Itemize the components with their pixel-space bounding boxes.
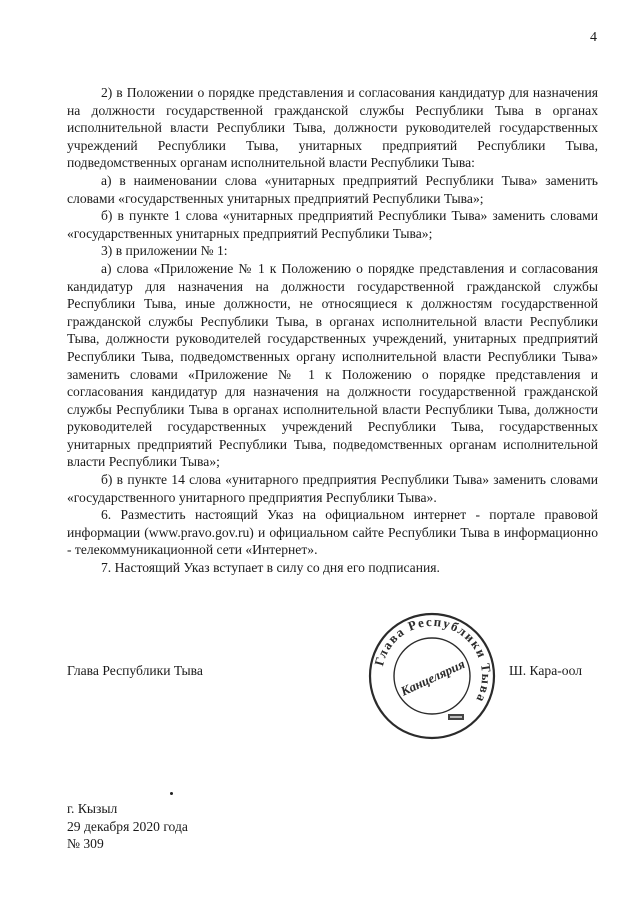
stamp-center-text: Канцелярия [398,655,468,699]
paragraph: 6. Разместить настоящий Указ на официальном интернет - портале правовой информации (www.pravo.gov.ru) и официальном сайте Республики Тыва в информационно - телекоммуникационной сети «Интернет». [67,507,598,558]
paragraph: 2) в Положении о порядке представления и согласования кандидатур для назначения на должности государственной гражданской службы Республики Тыва в органах исполнительной власти Республики Тыва, должности руководителей государственных учреждений Республики Тыва, унитарных предприятий Республики Тыва, подведомственных органам исполнительной власти Республики Тыва: [67,85,598,171]
page-number: 4 [590,30,597,45]
official-stamp [366,610,498,742]
document-body [67,84,598,577]
svg-text:Глава Республики Тыва [371,614,494,706]
city: г. Кызыл [67,801,118,816]
paragraph: а) в наименовании слова «унитарных предприятий Республики Тыва» заменить словами «государственных унитарных предприятий Республики Тыва»; [67,172,598,206]
stamp-corner-mark [448,714,464,720]
paragraph: б) в пункте 1 слова «унитарных предприятий Республики Тыва» заменить словами «государственных унитарных предприятий Республики Тыва»; [67,208,598,241]
stamp-ring-text: Глава Республики Тыва [371,613,495,706]
document-footer [67,800,188,853]
ink-dot [170,792,173,795]
paragraph: б) в пункте 14 слова «унитарного предприятия Республики Тыва» заменить словами «государственного унитарного предприятия Республики Тыва». [67,472,598,505]
paragraph: 7. Настоящий Указ вступает в силу со дня его подписания. [101,560,440,576]
signatory-position: Глава Республики Тыва [67,663,203,678]
document-number: № 309 [67,836,104,852]
signatory-name: Ш. Кара-оол [509,663,582,678]
paragraph: 3) в приложении № 1: [101,243,228,259]
document-date: 29 декабря 2020 года [67,818,188,834]
paragraph: а) слова «Приложение № 1 к Положению о порядке представления и согласования кандидатур для назначения на должности государственной гражданской службы Республики Тыва, иные должности, не относящиеся к должностям государственной гражданской службы Республики Тыва, в органах исполнительной власти Республики Тыва, должности руководителей государственных учреждений, унитарных предприятий Республики Тыва, подведомственных органу исполнительной власти Республики Тыва» заменить словами «Приложение № 1 к Положению о порядке представления и согласования кандидатур для назначения на должности государственной гражданской службы Республики Тыва в органах исполнительной власти Республики Тыва, должности руководителей государственных учреждений Республики Тыва, государственных унитарных предприятий Республики Тыва, подведомственных органам исполнительной власти Республики Тыва»; [67,260,598,470]
